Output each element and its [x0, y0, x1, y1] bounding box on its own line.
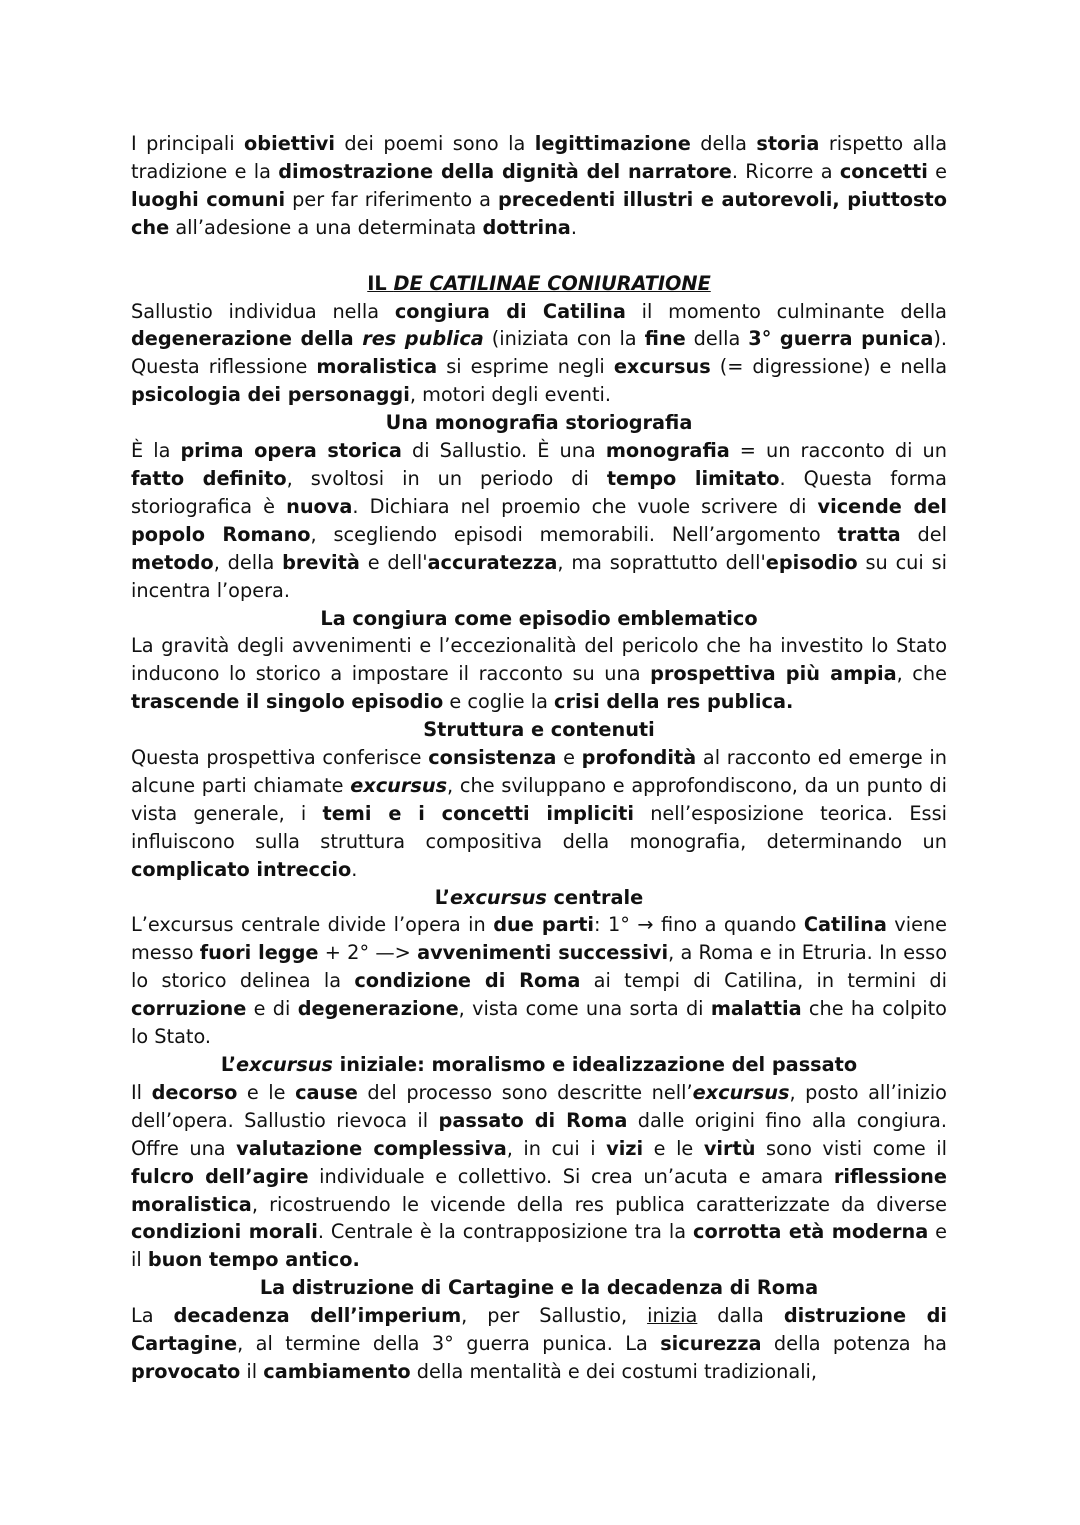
- heading-congiura: La congiura come episodio emblematico: [320, 606, 758, 630]
- intro-paragraph: I principali obiettivi dei poemi sono la legittimazione della storia rispetto alla tradizione e la dimostrazione della dignità del narratore. Ricorre a concetti e luoghi comuni per far riferimento a precedenti illustri e autorevoli, piuttosto che all’adesione a una determinata dottrina.: [131, 132, 948, 239]
- paragraph-struttura: Questa prospettiva conferisce consistenza e profondità al racconto ed emerge in alcune parti chiamate excursus, che sviluppano e approfondiscono, da un punto di vista generale, i temi e i concetti impliciti nell’esposizione teorica. Essi influiscono sulla struttura compositiva della monografia, determinando un complicato intreccio.: [131, 746, 947, 881]
- paragraph-excursus-centrale: L’excursus centrale divide l’opera in due parti: 1° → fino a quando Catilina viene messo fuori legge + 2° —> avvenimenti successivi, a Roma e in Etruria. In esso lo storico delinea la condizione di Roma ai tempi di Catilina, in termini di corruzione e di degenerazione, vista come una sorta di malattia che ha colpito lo Stato.: [131, 913, 948, 1049]
- paragraph-monografia: È la prima opera storica di Sallustio. È una monografia = un racconto di un fatto definito, svoltosi in un periodo di tempo limitato. Questa forma storiografica è nuova. Dichiara nel proemio che vuole scrivere di vicende del popolo Romano, scegliendo episodi memorabili. Nell’argomento tratta del metodo, della brevità e dell'accuratezza, ma soprattutto dell'episodio su cui si incentra l’opera.: [131, 439, 947, 602]
- paragraph-cartagine: La decadenza dell’imperium, per Sallustio, inizia dalla distruzione di Cartagine, al termine della 3° guerra punica. La sicurezza della potenza ha provocato il cambiamento della mentalità e dei costumi tradizionali,: [131, 1304, 948, 1383]
- heading-excursus-centrale: L’excursus centrale: [434, 885, 644, 909]
- heading-struttura: Struttura e contenuti: [423, 718, 655, 742]
- paragraph-excursus-iniziale: Il decorso e le cause del processo sono descritte nell’excursus, posto all’inizio dell’opera. Sallustio rievoca il passato di Roma dalle origini fino alla congiura. Offre una valutazione complessiva, in cui i vizi e le virtù sono visti come il fulcro dell’agire individuale e collettivo. Si crea un’acuta e amara riflessione moralistica, ricostruendo le vicende della res publica caratterizzate da diverse condizioni morali. Centrale è la contrapposizione tra la corrotta età moderna e il buon tempo antico.: [131, 1080, 948, 1272]
- document-page: [131, 130, 947, 1386]
- heading-monografia: Una monografia storiografia: [385, 411, 693, 435]
- section-title: IL DE CATILINAE CONIURATIONE: [367, 271, 711, 295]
- section-gap: [131, 242, 947, 270]
- paragraph-catilina: Sallustio individua nella congiura di Catilina il momento culminante della degenerazione della res publica (iniziata con la fine della 3° guerra punica). Questa riflessione moralistica si esprime negli excursus (= digressione) e nella psicologia dei personaggi, motori degli eventi.: [131, 299, 948, 407]
- heading-cartagine: La distruzione di Cartagine e la decadenza di Roma: [259, 1276, 819, 1300]
- paragraph-congiura: La gravità degli avvenimenti e l’eccezionalità del pericolo che ha investito lo Stato inducono lo storico a impostare il racconto su una prospettiva più ampia, che trascende il singolo episodio e coglie la crisi della res publica.: [131, 634, 947, 714]
- heading-excursus-iniziale: L’excursus iniziale: moralismo e idealizzazione del passato: [220, 1053, 858, 1076]
